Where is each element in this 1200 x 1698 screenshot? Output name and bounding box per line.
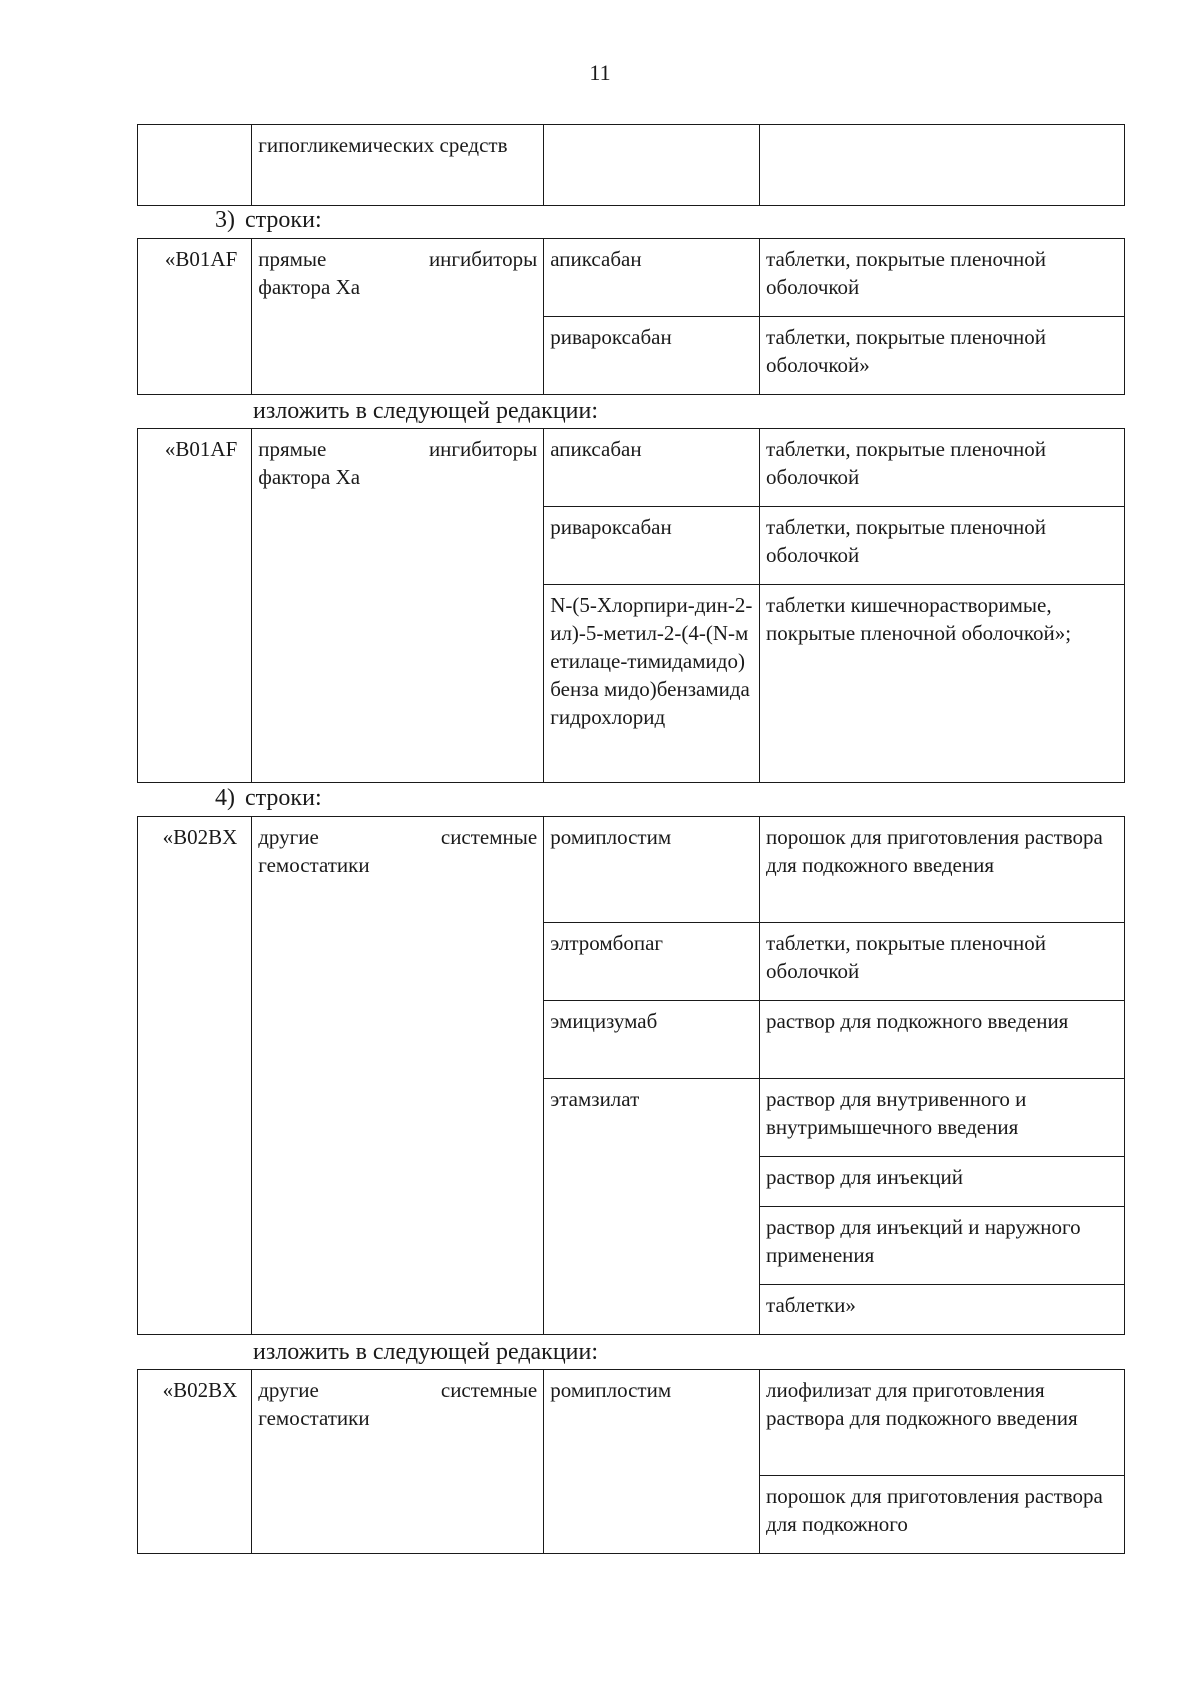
group-line-1: прямые ингибиторы: [258, 247, 538, 271]
group-cell: [252, 125, 544, 206]
instruction-text: изложить в следующей редакции:: [253, 398, 599, 424]
dosage-form: таблетки, покрытые пленочной оболочкой: [766, 515, 1047, 567]
dosage-form: порошок для приготовления раствора для подкожного введения: [766, 825, 1103, 877]
code-cell: [138, 817, 252, 1335]
dosage-form: таблетки»: [766, 1293, 856, 1317]
drug-cell: [544, 317, 760, 395]
drug-name: ривароксабан: [550, 325, 672, 349]
section-label: строки:: [245, 207, 322, 233]
table-row: [138, 429, 1125, 507]
code-cell: [138, 239, 252, 395]
form-cell: [760, 507, 1125, 585]
drug-name: ромиплостим: [550, 825, 672, 849]
drug-cell: [544, 125, 760, 206]
code-cell: [138, 429, 252, 783]
table-b01af-new: [137, 428, 1125, 783]
group-cell: [252, 817, 544, 1335]
drug-name: элтромбопаг: [550, 931, 664, 955]
group-line-1: другие системные: [258, 825, 538, 849]
dosage-form: раствор для инъекций и наружного применения: [766, 1215, 1081, 1267]
form-cell: [760, 923, 1125, 1001]
group-cell: [252, 1370, 544, 1554]
instruction-note: [253, 1339, 598, 1366]
drug-name: N-(5-Хлорпири-дин-2-ил)-5-метил-2-(4-(N-метилаце-тимидамидо)бенза мидо)бензамида гидрохлорид: [550, 593, 753, 729]
form-cell: [760, 1001, 1125, 1079]
drug-cell: [544, 1370, 760, 1554]
form-cell: [760, 429, 1125, 507]
table-b02bx-new: [137, 1369, 1125, 1554]
group-line-1: другие системные: [258, 1378, 538, 1402]
code-cell: [138, 125, 252, 206]
group-cell: [252, 239, 544, 395]
table-row: [138, 239, 1125, 317]
drug-cell: [544, 1079, 760, 1335]
drug-name: ривароксабан: [550, 515, 672, 539]
dosage-form: раствор для инъекций: [766, 1165, 964, 1189]
form-cell: [760, 585, 1125, 783]
drug-name: апиксабан: [550, 247, 642, 271]
atc-code: «B01AF: [164, 247, 238, 271]
group-line-2: фактора Xa: [258, 275, 361, 299]
dosage-form: таблетки, покрытые пленочной оболочкой: [766, 931, 1047, 983]
group-text: гипогликемических средств: [258, 133, 508, 157]
section-note-3: [205, 207, 322, 234]
dosage-form: порошок для приготовления раствора для подкожного: [766, 1484, 1103, 1536]
group-line-2: фактора Xa: [258, 465, 361, 489]
dosage-form: лиофилизат для приготовления раствора для подкожного введения: [766, 1378, 1078, 1430]
form-cell: [760, 1285, 1125, 1335]
group-line-1: прямые ингибиторы: [258, 437, 538, 461]
group-line-2: гемостатики: [258, 853, 370, 877]
form-cell: [760, 1207, 1125, 1285]
atc-code: «B01AF: [164, 437, 238, 461]
section-number: 3): [215, 207, 235, 233]
dosage-form: таблетки кишечнорастворимые, покрытые пленочной оболочкой»;: [766, 593, 1072, 645]
table-continuation: [137, 124, 1125, 206]
form-cell: [760, 1157, 1125, 1207]
page-number: 11: [589, 60, 611, 85]
drug-name: эмицизумаб: [550, 1009, 658, 1033]
dosage-form: таблетки, покрытые пленочной оболочкой»: [766, 325, 1047, 377]
atc-code: «B02BX: [162, 825, 238, 849]
section-label: строки:: [245, 785, 322, 811]
group-line-2: гемостатики: [258, 1406, 370, 1430]
dosage-form: таблетки, покрытые пленочной оболочкой: [766, 247, 1047, 299]
drug-cell: [544, 923, 760, 1001]
form-cell: [760, 239, 1125, 317]
atc-code: «B02BX: [162, 1378, 238, 1402]
drug-cell: [544, 239, 760, 317]
drug-cell: [544, 817, 760, 923]
dosage-form: раствор для внутривенного и внутримышечного введения: [766, 1087, 1027, 1139]
drug-name: этамзилат: [550, 1087, 640, 1111]
dosage-form: таблетки, покрытые пленочной оболочкой: [766, 437, 1047, 489]
form-cell: [760, 1476, 1125, 1554]
form-cell: [760, 1370, 1125, 1476]
dosage-form: раствор для подкожного введения: [766, 1009, 1069, 1033]
table-row: [138, 817, 1125, 923]
form-cell: [760, 125, 1125, 206]
drug-name: апиксабан: [550, 437, 642, 461]
section-number: 4): [215, 785, 235, 811]
section-note-4: [205, 785, 322, 812]
drug-cell: [544, 507, 760, 585]
instruction-text: изложить в следующей редакции:: [253, 1339, 599, 1365]
drug-name: ромиплостим: [550, 1378, 672, 1402]
instruction-note: [253, 398, 598, 425]
table-row: [138, 1370, 1125, 1476]
form-cell: [760, 817, 1125, 923]
table-row: [138, 125, 1125, 206]
form-cell: [760, 1079, 1125, 1157]
drug-cell: [544, 585, 760, 783]
table-b02bx-old: [137, 816, 1125, 1335]
table-b01af-old: [137, 238, 1125, 395]
code-cell: [138, 1370, 252, 1554]
drug-cell: [544, 429, 760, 507]
drug-cell: [544, 1001, 760, 1079]
form-cell: [760, 317, 1125, 395]
group-cell: [252, 429, 544, 783]
